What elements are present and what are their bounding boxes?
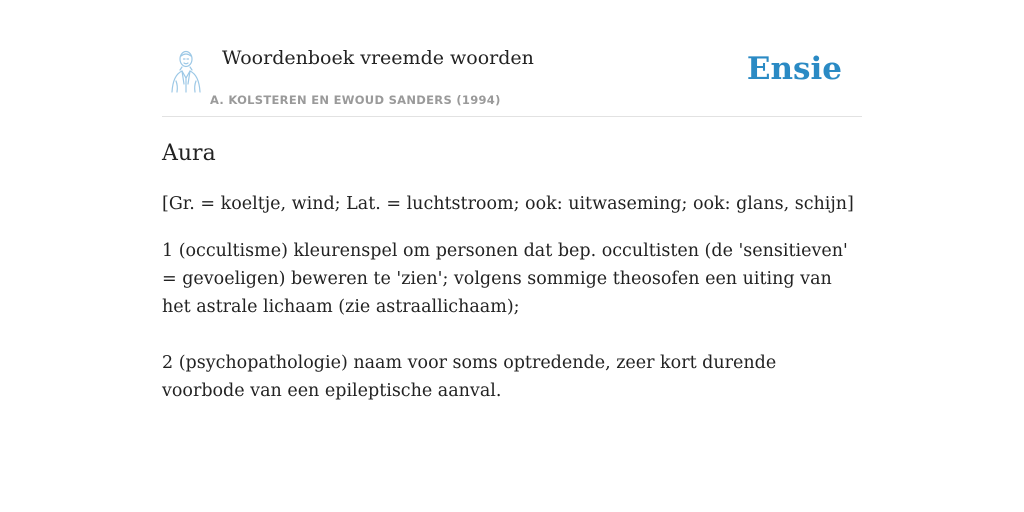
- entry-content: [162, 138, 862, 405]
- definition-1: 1 (occultisme) kleurenspel om personen dat bep. occultisten (de 'sensitieven' = gevoeligen) beweren te 'zien'; volgens sommige theosofen een uiting van het astrale lichaam (zie astraallichaam);: [162, 241, 848, 317]
- entry-title: Aura: [162, 141, 216, 166]
- dictionary-header: [162, 38, 862, 117]
- definition-2: 2 (psychopathologie) naam voor soms optredende, zeer kort durende voorbode van een epileptische aanval.: [162, 353, 777, 401]
- book-title: Woordenboek vreemde woorden: [222, 47, 534, 69]
- definition-spacer: [162, 321, 862, 349]
- etymology: [Gr. = koeltje, wind; Lat. = luchtstroom; ook: uitwaseming; ook: glans, schijn]: [162, 194, 854, 214]
- book-authors: A. KOLSTEREN EN EWOUD SANDERS (1994): [210, 93, 501, 107]
- author-portrait-icon: [166, 48, 206, 94]
- ensie-logo-link[interactable]: Ensie: [746, 51, 842, 87]
